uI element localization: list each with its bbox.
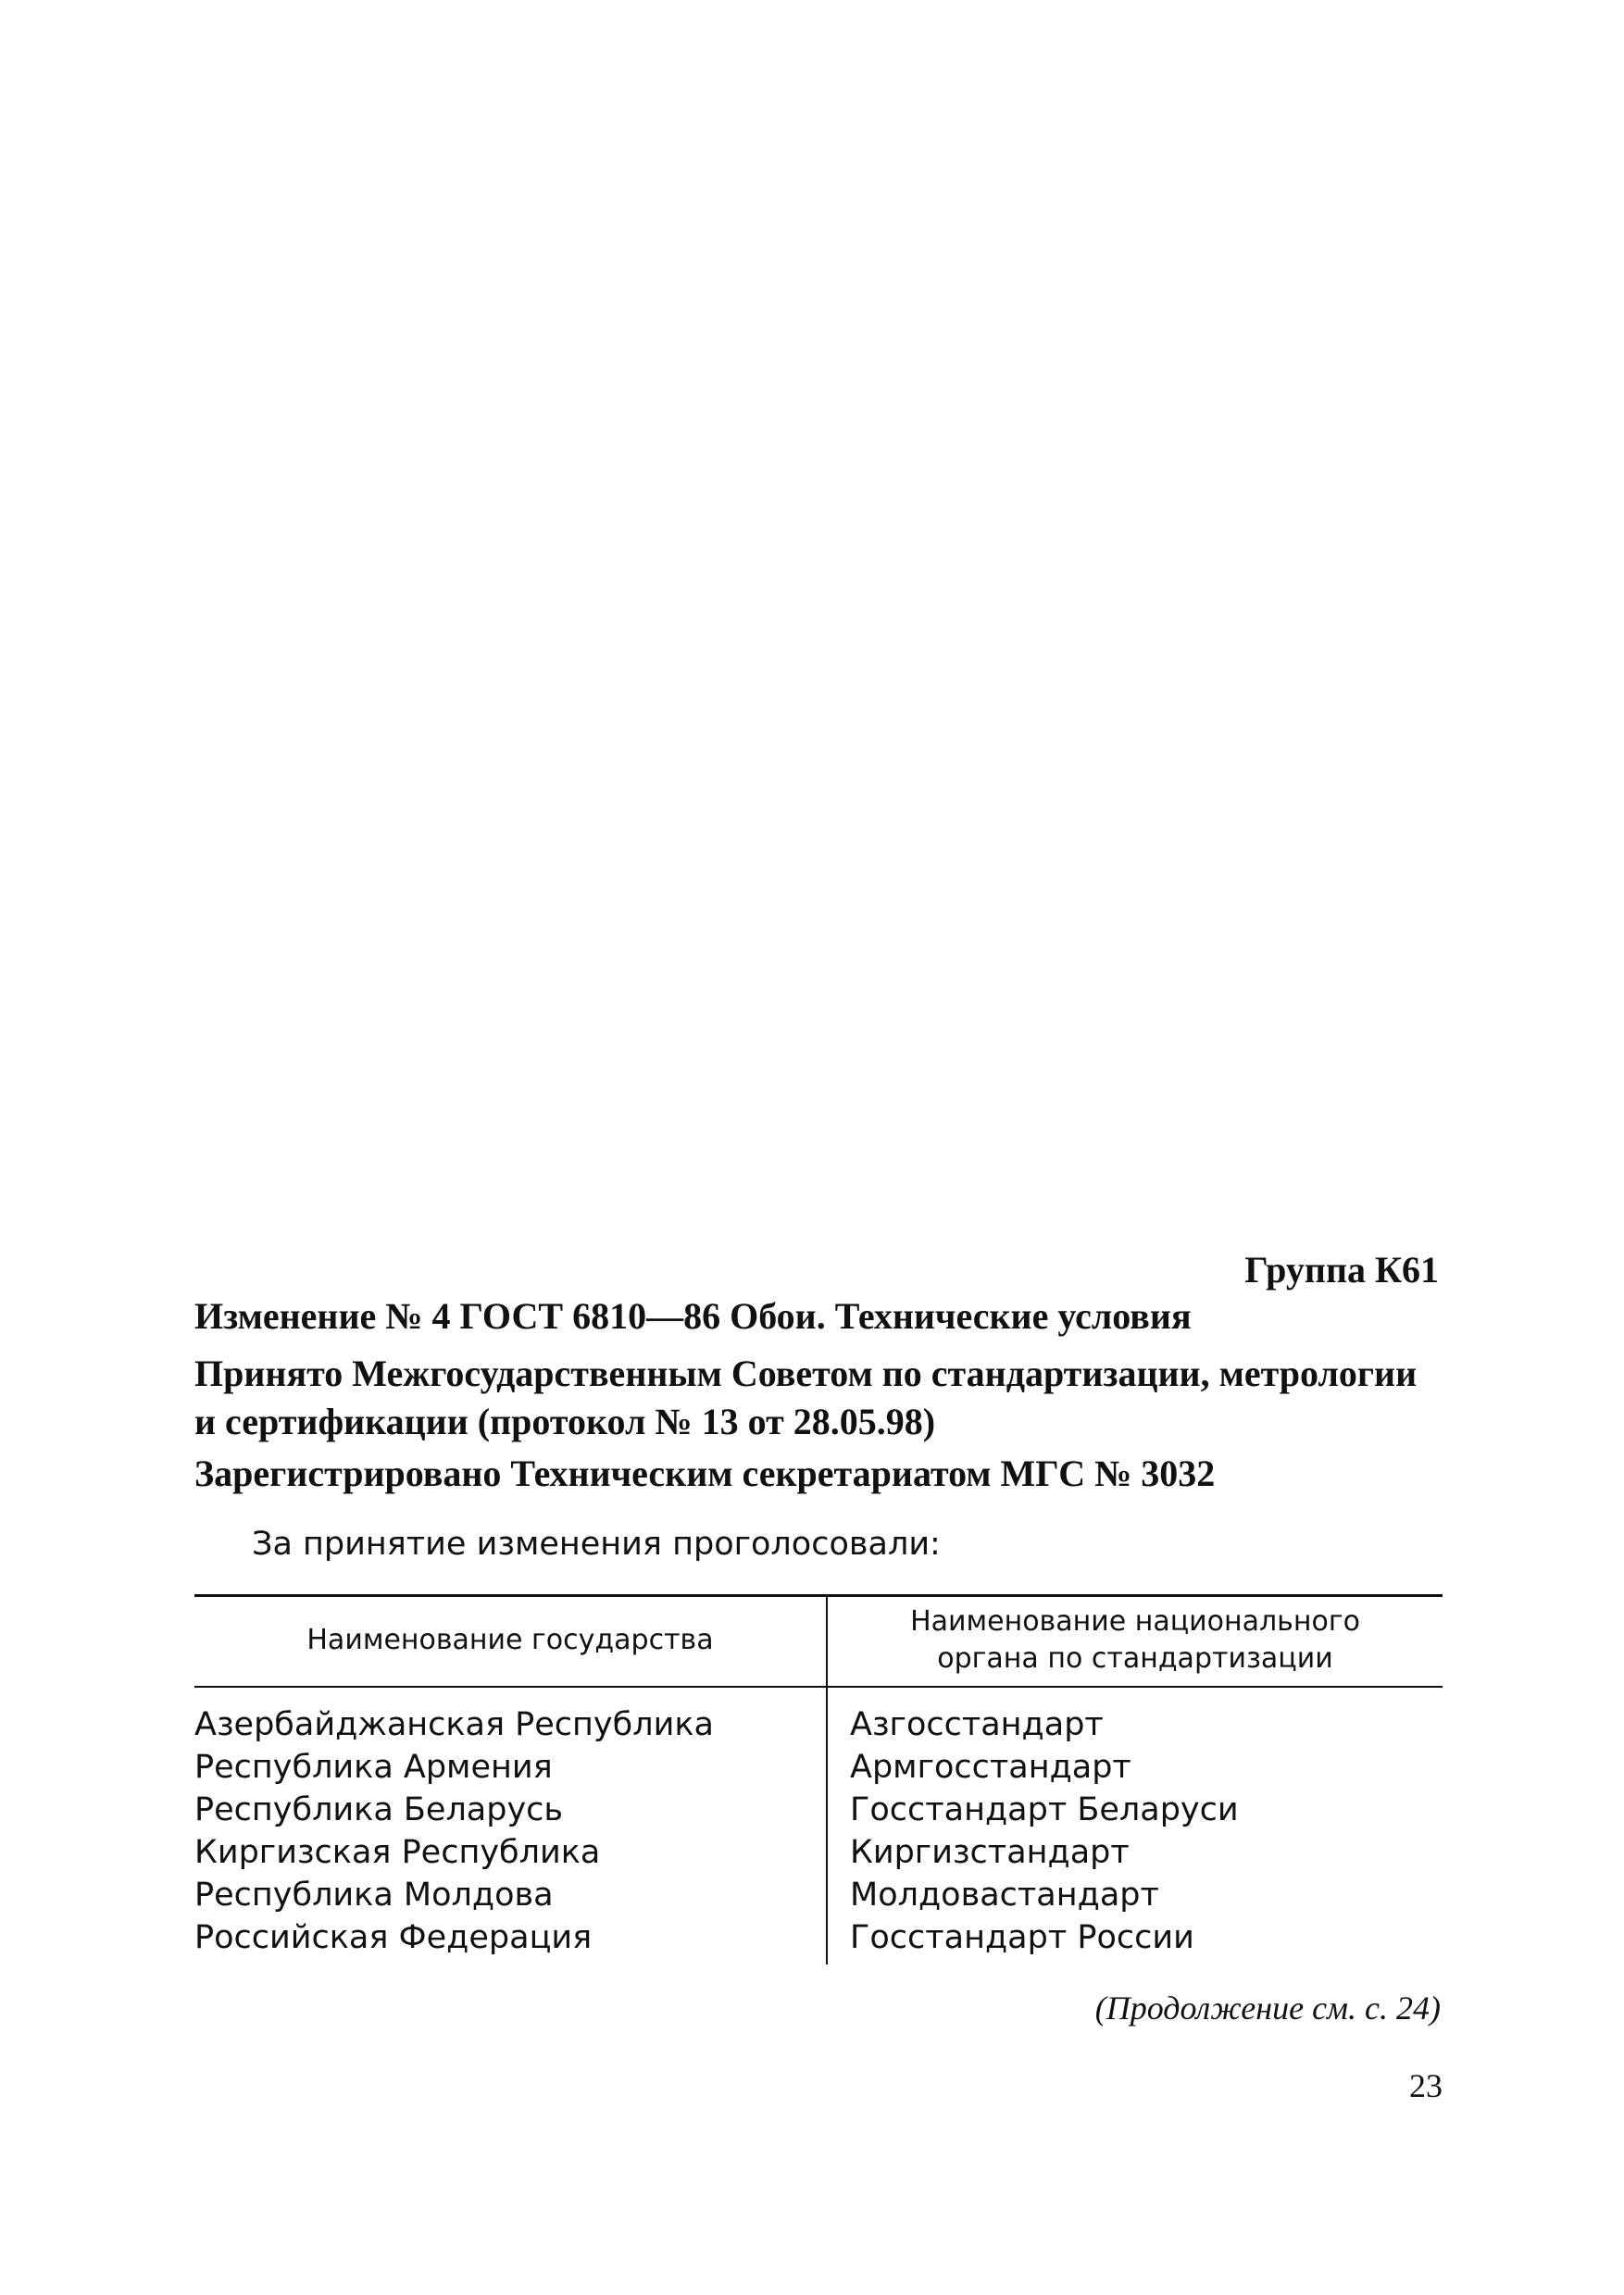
state-cell: Республика Беларусь — [194, 1791, 564, 1828]
voting-table — [194, 1594, 1443, 1964]
header-state: Наименование государства — [306, 1624, 714, 1656]
state-cell: Российская Федерация — [194, 1919, 593, 1956]
standards-body-cell: Киргизстандарт — [850, 1834, 1130, 1871]
standards-body-cell: Госстандарт Беларуси — [850, 1791, 1239, 1828]
standards-body-cell: Госстандарт России — [850, 1919, 1194, 1956]
registration-statement: Зарегистрировано Техническим секретариатом МГС № 3032 — [194, 1453, 1216, 1494]
state-cell: Республика Армения — [194, 1749, 553, 1786]
table-row — [194, 1789, 1443, 1831]
state-cell: Киргизская Республика — [194, 1834, 601, 1871]
adoption-statement: Принято Межгосударственным Советом по стандартизации, метрологии и сертификации (протокол № 13 от 28.05.98) — [194, 1353, 1418, 1442]
vote-intro: За принятие изменения проголосовали: — [252, 1526, 941, 1563]
table-row — [194, 1831, 1443, 1874]
continuation-note: (Продолжение см. с. 24) — [1094, 1989, 1441, 2027]
table-row — [194, 1703, 1443, 1746]
standards-body-cell: Азгосстандарт — [850, 1706, 1104, 1743]
table-row — [194, 1916, 1443, 1959]
table-body — [194, 1703, 1443, 1959]
table-row — [194, 1874, 1443, 1916]
table-row — [194, 1746, 1443, 1789]
state-cell: Азербайджанская Республика — [194, 1706, 714, 1743]
state-cell: Республика Молдова — [194, 1877, 554, 1914]
group-label: Группа К61 — [1244, 1249, 1439, 1291]
page-number: 23 — [1409, 2067, 1443, 2104]
standards-body-cell: Армгосстандарт — [850, 1749, 1131, 1786]
document-title: Изменение № 4 ГОСТ 6810—86 Обои. Технические условия — [194, 1295, 1192, 1337]
header-standards-body-line1: Наименование национального — [910, 1605, 1360, 1638]
table-top-rule — [194, 1594, 1443, 1597]
standards-body-cell: Молдовастандарт — [850, 1877, 1159, 1914]
header-standards-body — [828, 1603, 1443, 1678]
header-standards-body-line2: органа по стандартизации — [937, 1642, 1333, 1675]
table-header-rule — [194, 1686, 1443, 1688]
